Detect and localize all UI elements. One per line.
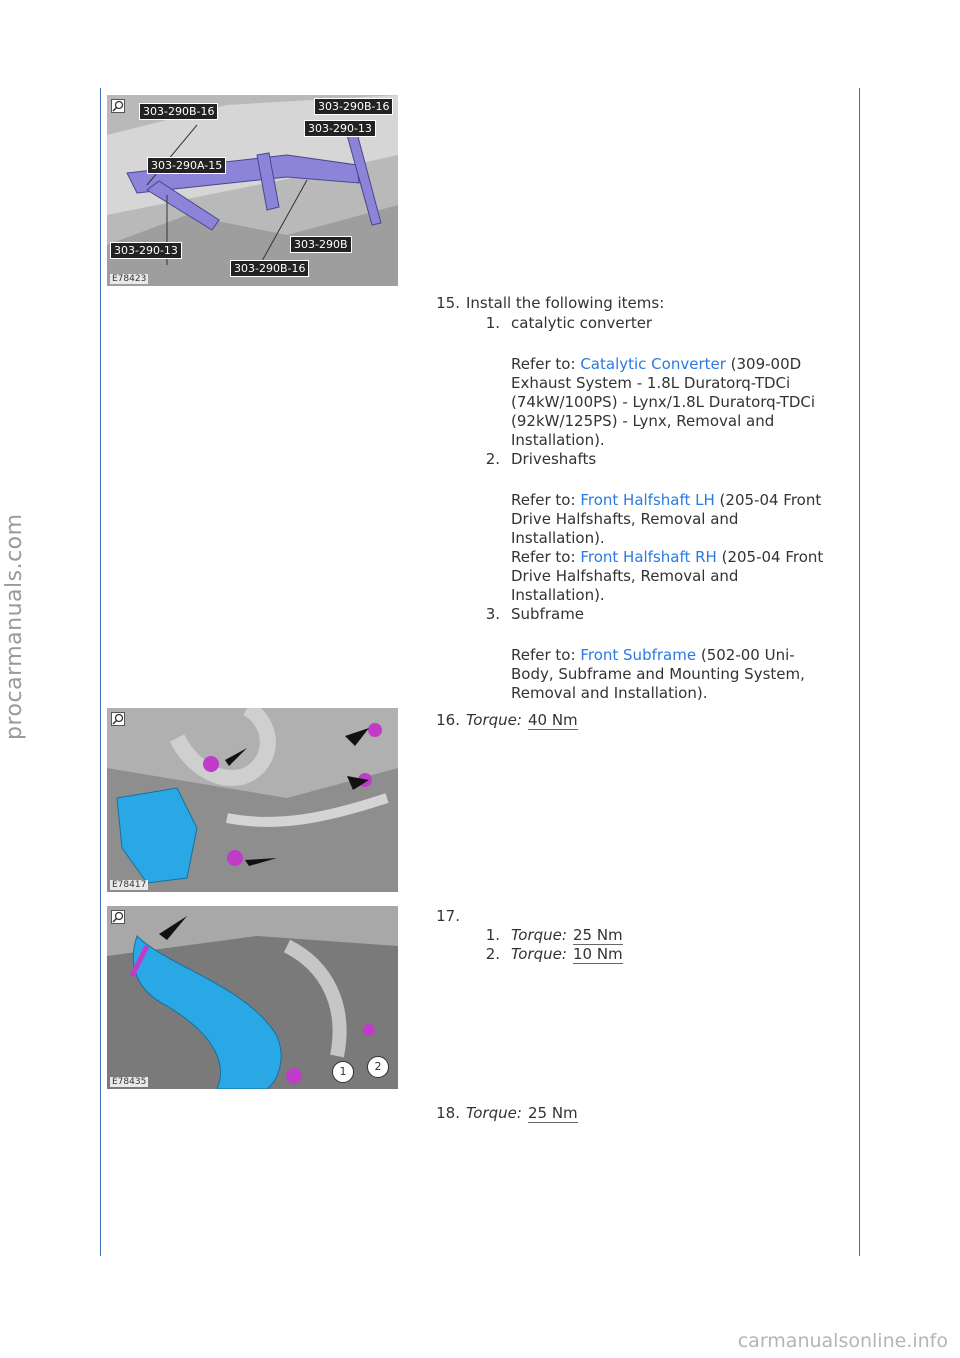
callout-marker-2: 2 <box>367 1056 389 1078</box>
zoom-icon[interactable] <box>111 910 125 924</box>
figure-special-tools <box>107 95 398 286</box>
watermark-carmanualsonline: carmanualsonline.info <box>737 1330 948 1352</box>
substep-number: 3. <box>485 605 500 623</box>
torque-value: 40 Nm <box>527 711 578 729</box>
torque-spec <box>466 1104 578 1122</box>
link-front-subframe[interactable]: Front Subframe <box>580 646 697 664</box>
link-front-halfshaft-rh[interactable]: Front Halfshaft RH <box>580 548 717 566</box>
reference-line: Installation). <box>511 529 605 547</box>
refer-prefix: Refer to: <box>511 355 576 373</box>
torque-spec <box>466 711 578 729</box>
reference-paragraph <box>511 491 851 605</box>
tool-callout: 303-290B <box>290 236 352 253</box>
reference-tail: (309-00D <box>725 355 802 373</box>
torque-spec <box>511 926 623 944</box>
torque-label: Torque: <box>466 1104 522 1122</box>
tool-callout: 303-290-13 <box>110 242 182 259</box>
reference-paragraph <box>511 355 851 450</box>
step-number: 15. <box>436 294 460 312</box>
refer-prefix: Refer to: <box>511 491 576 509</box>
reference-paragraph <box>511 646 851 703</box>
link-front-halfshaft-lh[interactable]: Front Halfshaft LH <box>580 491 715 509</box>
figure-id: E78435 <box>112 1077 147 1087</box>
reference-line: Exhaust System - 1.8L Duratorq-TDCi <box>511 374 791 392</box>
callout-marker-1: 1 <box>332 1061 354 1083</box>
step-number: 18. <box>436 1104 460 1122</box>
reference-line: Installation). <box>511 586 605 604</box>
torque-spec <box>511 945 623 963</box>
zoom-icon[interactable] <box>111 712 125 726</box>
substep-number: 2. <box>485 450 500 468</box>
substep-label: catalytic converter <box>511 314 653 332</box>
reference-line: (92kW/125PS) - Lynx, Removal and <box>511 412 775 430</box>
figure-id: E78423 <box>112 274 147 284</box>
tool-callout: 303-290-13 <box>304 120 376 137</box>
reference-line: Removal and Installation). <box>511 684 708 702</box>
figure-illustration <box>107 708 398 892</box>
torque-label: Torque: <box>511 945 567 963</box>
torque-value: 10 Nm <box>572 945 623 963</box>
reference-line: Installation). <box>511 431 605 449</box>
watermark-procarmanuals: procarmanuals.com <box>2 513 27 740</box>
substep-label: Subframe <box>511 605 585 623</box>
torque-label: Torque: <box>466 711 522 729</box>
figure-intercooler-pipe <box>107 906 398 1089</box>
reference-tail: (205-04 Front <box>714 491 822 509</box>
step-number: 17. <box>436 907 460 925</box>
substep-label: Driveshafts <box>511 450 597 468</box>
tool-callout: 303-290B-16 <box>230 260 309 277</box>
tool-callout: 303-290B-16 <box>139 103 218 120</box>
step-text: Install the following items: <box>466 294 665 312</box>
tool-callout: 303-290A-15 <box>147 157 226 174</box>
figure-exhaust-bolts <box>107 708 398 892</box>
right-margin-rule <box>859 88 860 1256</box>
reference-line: Drive Halfshafts, Removal and <box>511 510 739 528</box>
refer-prefix: Refer to: <box>511 548 576 566</box>
substep-number: 1. <box>485 926 500 944</box>
figure-id: E78417 <box>112 880 147 890</box>
torque-value: 25 Nm <box>527 1104 578 1122</box>
step-number: 16. <box>436 711 460 729</box>
zoom-icon[interactable] <box>111 99 125 113</box>
refer-prefix: Refer to: <box>511 646 576 664</box>
left-margin-rule <box>100 88 101 1256</box>
substep-number: 2. <box>485 945 500 963</box>
substep-number: 1. <box>485 314 500 332</box>
reference-line: (74kW/100PS) - Lynx/1.8L Duratorq-TDCi <box>511 393 816 411</box>
link-catalytic-converter[interactable]: Catalytic Converter <box>580 355 726 373</box>
reference-tail: (502-00 Uni- <box>696 646 795 664</box>
reference-tail: (205-04 Front <box>716 548 824 566</box>
figure-illustration <box>107 906 398 1089</box>
torque-value: 25 Nm <box>572 926 623 944</box>
tool-callout: 303-290B-16 <box>314 98 393 115</box>
reference-line: Body, Subframe and Mounting System, <box>511 665 805 683</box>
reference-line: Drive Halfshafts, Removal and <box>511 567 739 585</box>
torque-label: Torque: <box>511 926 567 944</box>
